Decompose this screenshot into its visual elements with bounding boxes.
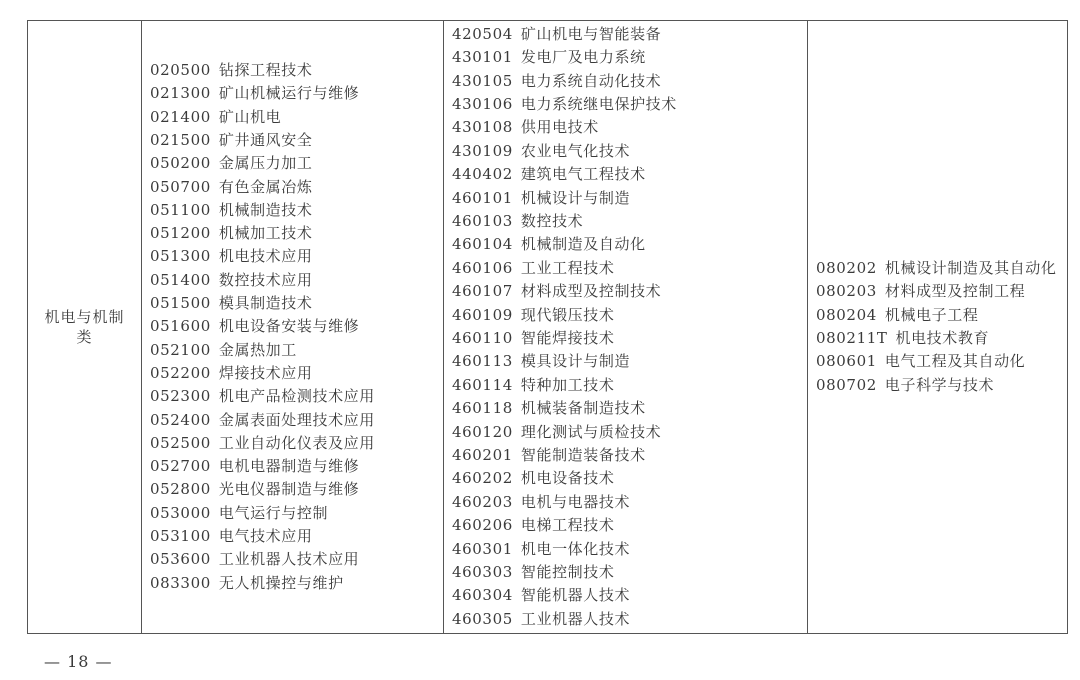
major-code: 051200: [150, 224, 211, 243]
major-code: 080202: [816, 259, 877, 278]
major-code: 053600: [150, 550, 211, 569]
list-item: [150, 245, 443, 268]
major-name: 金属表面处理技术应用: [218, 410, 375, 429]
list-item: [452, 397, 807, 420]
major-name: 机械装备制造技术: [520, 399, 646, 418]
major-name: 智能制造装备技术: [520, 446, 646, 465]
list-item: [150, 152, 443, 175]
major-code: 460107: [452, 282, 513, 301]
list-item: [816, 304, 1059, 327]
major-code: 460305: [452, 609, 513, 628]
list-item: [816, 350, 1059, 373]
list-item: [150, 129, 443, 152]
list-item: [150, 315, 443, 338]
major-code: 051600: [150, 317, 211, 336]
list-item: [150, 385, 443, 408]
major-code: 051500: [150, 294, 211, 313]
list-item: [452, 304, 807, 327]
major-name: 理化测试与质检技术: [520, 422, 662, 441]
major-name: 无人机操控与维护: [218, 573, 344, 592]
major-name: 工业自动化仪表及应用: [218, 433, 375, 452]
major-name: 矿山机械运行与维修: [218, 84, 360, 103]
list-item: [452, 46, 807, 69]
major-name: 电梯工程技术: [520, 516, 615, 535]
major-name: 电力系统继电保护技术: [520, 94, 677, 113]
list-item: [452, 608, 807, 631]
major-code: 021300: [150, 84, 211, 103]
major-code: 080203: [816, 282, 877, 301]
major-name: 特种加工技术: [520, 375, 615, 394]
list-item: [150, 222, 443, 245]
major-code: 460113: [452, 352, 513, 371]
major-code: 052300: [150, 387, 211, 406]
major-name: 数控技术应用: [218, 270, 313, 289]
major-code: 052200: [150, 363, 211, 382]
list-item: [452, 233, 807, 256]
major-code: 420504: [452, 24, 513, 43]
major-name: 矿山机电与智能装备: [520, 24, 662, 43]
list-item: [150, 548, 443, 571]
major-code: 053000: [150, 503, 211, 522]
list-item: [452, 514, 807, 537]
major-code: 460118: [452, 399, 513, 418]
major-name: 智能控制技术: [520, 563, 615, 582]
major-code: 051400: [150, 270, 211, 289]
major-name: 机电产品检测技术应用: [218, 387, 375, 406]
list-item: [816, 374, 1059, 397]
table-row: [28, 21, 1068, 634]
major-name: 电机与电器技术: [520, 492, 631, 511]
major-code: 430109: [452, 141, 513, 160]
list-item: [452, 70, 807, 93]
list-item: [150, 478, 443, 501]
list-item: [150, 199, 443, 222]
major-code: 460106: [452, 258, 513, 277]
list-item: [452, 280, 807, 303]
major-code: 430101: [452, 48, 513, 67]
list-item: [150, 269, 443, 292]
major-name: 金属压力加工: [218, 154, 313, 173]
major-name: 机械设计与制造: [520, 188, 631, 207]
list-item: [816, 257, 1059, 280]
major-code: 050200: [150, 154, 211, 173]
undergraduate-majors-cell: [808, 21, 1068, 634]
major-code: 052700: [150, 457, 211, 476]
major-name: 焊接技术应用: [218, 363, 313, 382]
list-item: [150, 176, 443, 199]
major-code: 460303: [452, 563, 513, 582]
major-name: 工业工程技术: [520, 258, 615, 277]
major-code: 051100: [150, 200, 211, 219]
major-code: 080601: [816, 352, 877, 371]
list-item: [452, 421, 807, 444]
list-item: [452, 93, 807, 116]
major-code: 052800: [150, 480, 211, 499]
major-name: 供用电技术: [520, 118, 599, 137]
major-code: 053100: [150, 527, 211, 546]
major-name: 发电厂及电力系统: [520, 48, 646, 67]
list-item: [150, 339, 443, 362]
list-item: [150, 362, 443, 385]
category-label: 机电与机制类: [44, 308, 125, 346]
major-name: 电气技术应用: [218, 527, 313, 546]
major-code: 430105: [452, 71, 513, 90]
list-item: [816, 327, 1059, 350]
list-item: [452, 584, 807, 607]
major-name: 工业机器人技术: [520, 609, 631, 628]
list-item: [150, 572, 443, 595]
major-code: 021400: [150, 107, 211, 126]
major-code: 460110: [452, 329, 513, 347]
major-name: 智能机器人技术: [520, 586, 631, 605]
list-item: [150, 525, 443, 548]
major-code: 460104: [452, 235, 513, 254]
major-name: 农业电气化技术: [520, 141, 631, 160]
major-name: 建筑电气工程技术: [520, 165, 646, 184]
major-code: 080204: [816, 305, 877, 324]
major-code: 460206: [452, 516, 513, 535]
list-item: [452, 23, 807, 46]
list-item: [150, 432, 443, 455]
major-name: 现代锻压技术: [520, 305, 615, 324]
major-name: 金属热加工: [218, 340, 297, 359]
major-name: 机械制造技术: [218, 200, 313, 219]
major-name: 智能焊接技术: [520, 329, 615, 347]
list-item: [452, 140, 807, 163]
major-code: 460301: [452, 539, 513, 558]
majors-table: [27, 20, 1068, 634]
undergraduate-majors-list: [808, 257, 1067, 397]
list-item: [150, 409, 443, 432]
major-code: 020500: [150, 61, 211, 80]
major-name: 模具设计与制造: [520, 352, 631, 371]
major-name: 电子科学与技术: [884, 375, 995, 394]
list-item: [452, 538, 807, 561]
major-code: 460201: [452, 446, 513, 465]
higher-vocational-majors-cell: [444, 21, 808, 634]
major-code: 080702: [816, 375, 877, 394]
major-name: 机械设计制造及其自动化: [884, 259, 1057, 278]
major-name: 数控技术: [520, 211, 584, 230]
list-item: [150, 59, 443, 82]
list-item: [452, 210, 807, 233]
major-name: 光电仪器制造与维修: [218, 480, 360, 499]
list-item: [452, 444, 807, 467]
major-code: 080211T: [816, 329, 888, 347]
major-code: 430108: [452, 118, 513, 137]
major-name: 机械制造及自动化: [520, 235, 646, 254]
major-code: 460202: [452, 469, 513, 488]
major-name: 钻探工程技术: [218, 61, 313, 80]
major-code: 052400: [150, 410, 211, 429]
major-name: 机械加工技术: [218, 224, 313, 243]
major-name: 电力系统自动化技术: [520, 71, 662, 90]
major-name: 工业机器人技术应用: [218, 550, 360, 569]
list-item: [452, 257, 807, 280]
major-code: 051300: [150, 247, 211, 266]
list-item: [452, 187, 807, 210]
list-item: [452, 467, 807, 490]
list-item: [452, 561, 807, 584]
major-code: 050700: [150, 177, 211, 196]
category-cell: [28, 21, 142, 634]
list-item: [452, 327, 807, 350]
list-item: [816, 280, 1059, 303]
list-item: [150, 292, 443, 315]
major-code: 460304: [452, 586, 513, 605]
major-name: 机电设备技术: [520, 469, 615, 488]
major-name: 矿井通风安全: [218, 130, 313, 149]
major-code: 430106: [452, 94, 513, 113]
major-code: 052500: [150, 433, 211, 452]
major-code: 021500: [150, 130, 211, 149]
major-code: 460109: [452, 305, 513, 324]
secondary-majors-list: [142, 59, 443, 595]
major-code: 460120: [452, 422, 513, 441]
page-number: — 18 —: [44, 652, 113, 671]
major-name: 电气运行与控制: [218, 503, 329, 522]
major-name: 机电技术应用: [218, 247, 313, 266]
major-code: 460101: [452, 188, 513, 207]
major-name: 矿山机电: [218, 107, 282, 126]
major-name: 机电一体化技术: [520, 539, 631, 558]
major-code: 460103: [452, 211, 513, 230]
list-item: [150, 106, 443, 129]
major-name: 有色金属冶炼: [218, 177, 313, 196]
list-item: [452, 163, 807, 186]
secondary-majors-cell: [142, 21, 444, 634]
higher-vocational-majors-list: [444, 23, 807, 632]
major-code: 440402: [452, 165, 513, 184]
list-item: [150, 455, 443, 478]
list-item: [452, 116, 807, 139]
major-name: 机电技术教育: [895, 329, 990, 347]
list-item: [452, 350, 807, 373]
major-code: 460203: [452, 492, 513, 511]
major-code: 460114: [452, 375, 513, 394]
list-item: [452, 374, 807, 397]
major-name: 机械电子工程: [884, 305, 979, 324]
list-item: [150, 82, 443, 105]
major-name: 材料成型及控制工程: [884, 282, 1026, 301]
major-code: 083300: [150, 573, 211, 592]
major-name: 机电设备安装与维修: [218, 317, 360, 336]
major-code: 052100: [150, 340, 211, 359]
major-name: 材料成型及控制技术: [520, 282, 662, 301]
list-item: [452, 491, 807, 514]
major-name: 模具制造技术: [218, 294, 313, 313]
list-item: [150, 502, 443, 525]
major-name: 电机电器制造与维修: [218, 457, 360, 476]
major-name: 电气工程及其自动化: [884, 352, 1026, 371]
